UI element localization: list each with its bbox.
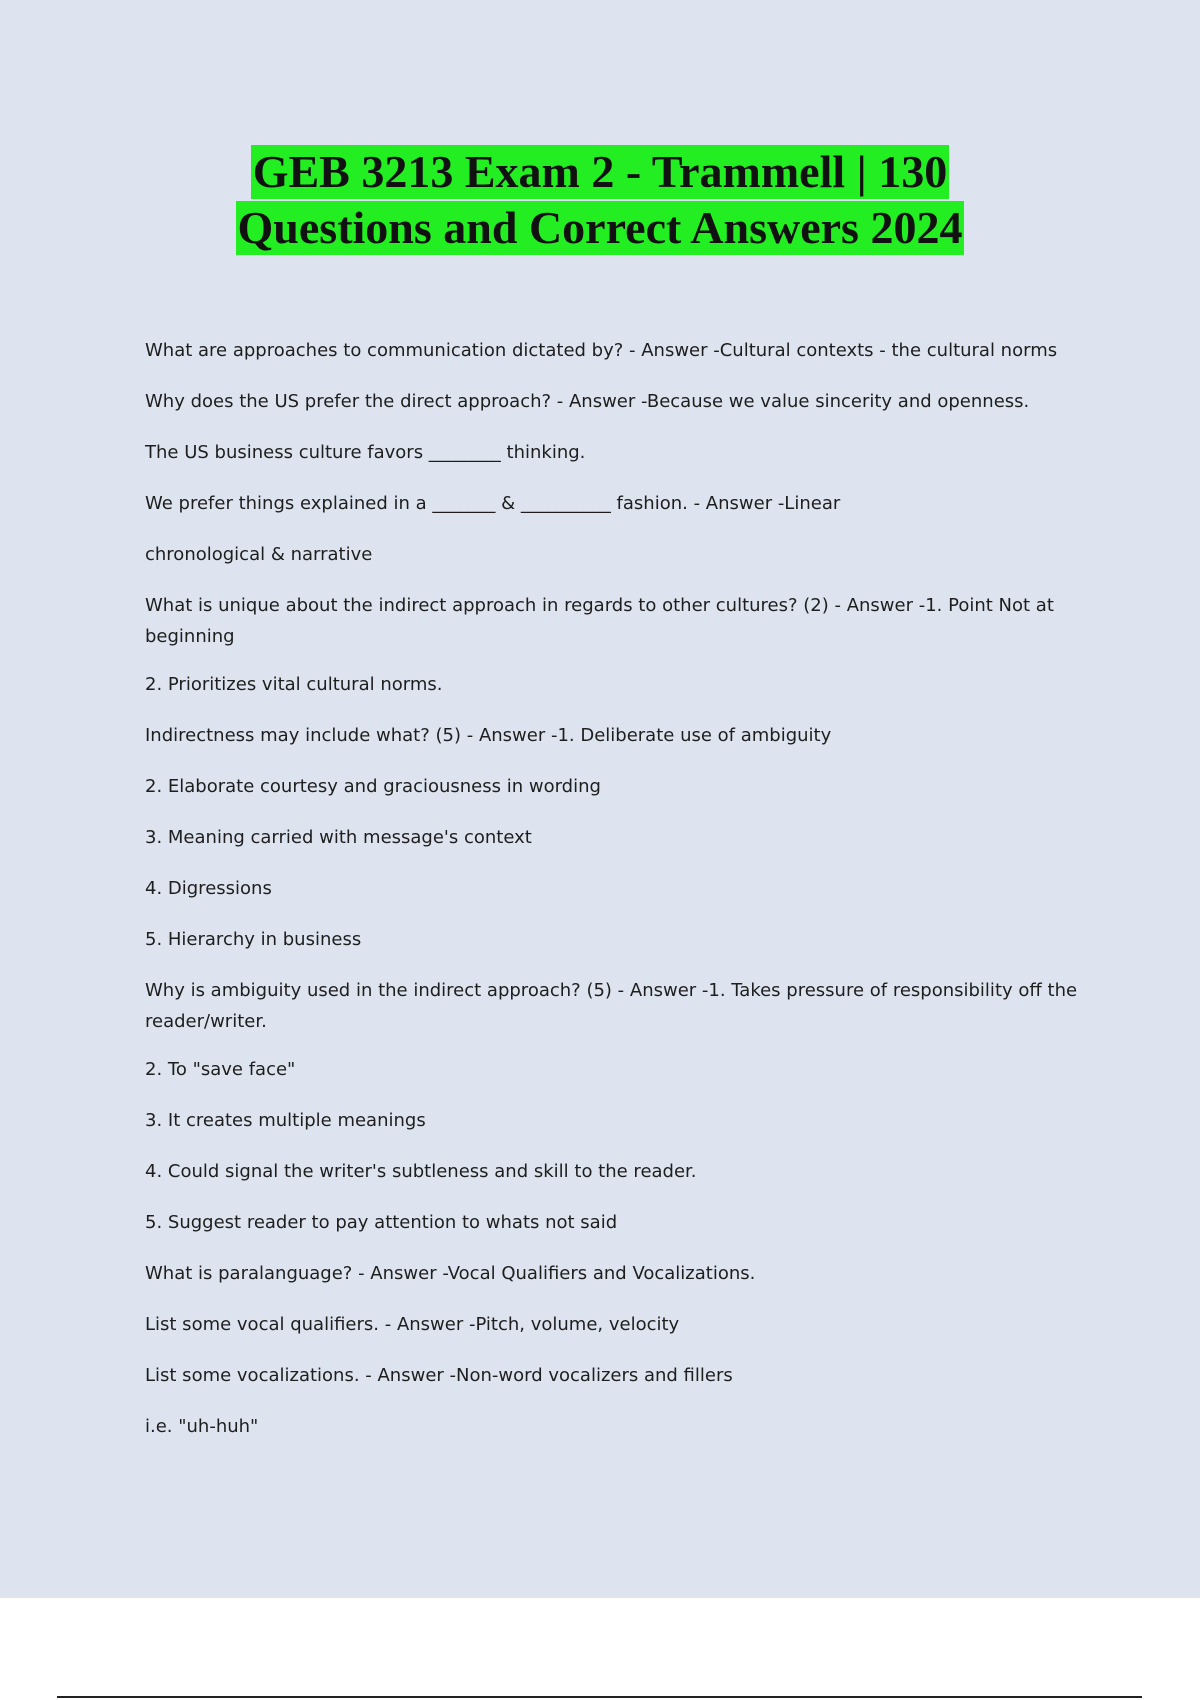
body-line: List some vocalizations. - Answer -Non-word vocalizers and fillers <box>145 1365 733 1386</box>
body-line: 5. Hierarchy in business <box>145 929 362 950</box>
body-line: What are approaches to communication dictated by? - Answer -Cultural contexts - the cultural norms <box>145 340 1058 361</box>
body-line: 2. To "save face" <box>145 1059 296 1080</box>
body-line: 3. Meaning carried with message's context <box>145 827 532 848</box>
body-line: 2. Elaborate courtesy and graciousness in wording <box>145 776 601 797</box>
document-body <box>145 335 1090 1462</box>
body-line: The US business culture favors ________ thinking. <box>145 442 586 463</box>
body-line: Why is ambiguity used in the indirect approach? (5) - Answer -1. Takes pressure of responsibility off the reader/writer. <box>145 980 1078 1032</box>
body-line: 3. It creates multiple meanings <box>145 1110 426 1131</box>
body-line: Indirectness may include what? (5) - Answer -1. Deliberate use of ambiguity <box>145 725 832 746</box>
document-title <box>0 145 1200 257</box>
body-line: What is paralanguage? - Answer -Vocal Qualifiers and Vocalizations. <box>145 1263 756 1284</box>
title-line-1: GEB 3213 Exam 2 - Trammell | 130 <box>252 146 948 197</box>
body-line: We prefer things explained in a _______ & __________ fashion. - Answer -Linear <box>145 493 841 514</box>
body-line: 4. Digressions <box>145 878 272 899</box>
body-line: 2. Prioritizes vital cultural norms. <box>145 674 443 695</box>
body-line: What is unique about the indirect approach in regards to other cultures? (2) - Answer -1. Point Not at beginning <box>145 595 1054 647</box>
body-line: 4. Could signal the writer's subtleness and skill to the reader. <box>145 1161 697 1182</box>
body-line: i.e. "uh-huh" <box>145 1416 259 1437</box>
footer-divider <box>57 1696 1142 1698</box>
body-line: chronological & narrative <box>145 544 373 565</box>
title-line-2: Questions and Correct Answers 2024 <box>237 202 963 253</box>
body-line: 5. Suggest reader to pay attention to whats not said <box>145 1212 618 1233</box>
body-line: Why does the US prefer the direct approach? - Answer -Because we value sincerity and openness. <box>145 391 1030 412</box>
body-line: List some vocal qualifiers. - Answer -Pitch, volume, velocity <box>145 1314 680 1335</box>
